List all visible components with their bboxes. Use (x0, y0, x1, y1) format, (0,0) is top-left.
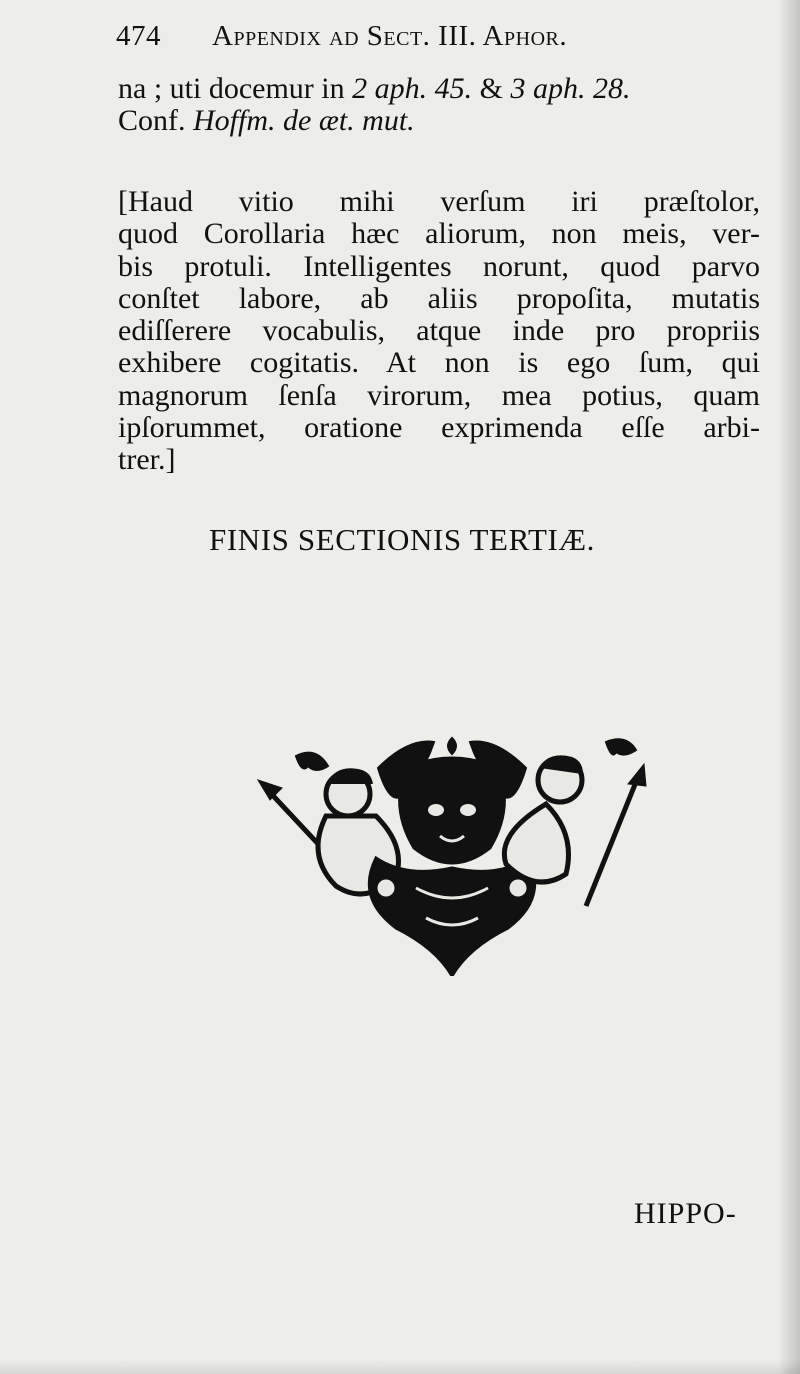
page-bottom-shadow (0, 1360, 800, 1374)
paragraph-line: magnorum ſenſa virorum, mea potius, quam (118, 378, 760, 412)
carryover-line-1 (118, 72, 758, 106)
section-end-heading: FINIS SECTIONIS TERTIÆ. (209, 522, 595, 557)
carryover-line-2 (118, 104, 415, 138)
paragraph-line: trer.] (118, 443, 176, 477)
paragraph-line: conſtet labore, ab aliis propoſita, mutatis (118, 281, 760, 315)
paragraph-line: bis protuli. Intelligentes norunt, quod parvo (118, 249, 760, 283)
running-header (116, 20, 676, 60)
aphorism-reference: 3 aph. 28. (510, 72, 631, 105)
paragraph-line: exhibere cogitatis. At non is ego ſum, qui (118, 346, 760, 380)
page-gutter-shadow (778, 0, 800, 1374)
paragraph-line: [Haud vitio mihi verſum iri præſtolor, (118, 185, 760, 218)
paragraph-line: ediſſerere vocabulis, atque inde pro propriis (118, 314, 760, 348)
paragraph-line: ipſorummet, oratione exprimenda eſſe arbi- (118, 411, 760, 445)
paragraph-line: quod Corollaria hæc aliorum, non meis, ver- (118, 217, 760, 251)
citation-reference: Hoffm. de æt. mut. (193, 104, 415, 137)
carryover-text: Conf. (118, 104, 193, 137)
page-number: 474 (116, 20, 161, 52)
ampersand: & (472, 72, 511, 105)
catchword: HIPPO- (634, 1197, 737, 1230)
carryover-text: na ; uti docemur in (118, 72, 353, 105)
bracketed-paragraph (118, 186, 760, 477)
running-title: Appendix ad Sect. III. Aphor. (212, 20, 568, 52)
aphorism-reference: 2 aph. 45. (352, 72, 473, 105)
cherub-tailpiece-icon (256, 728, 648, 976)
